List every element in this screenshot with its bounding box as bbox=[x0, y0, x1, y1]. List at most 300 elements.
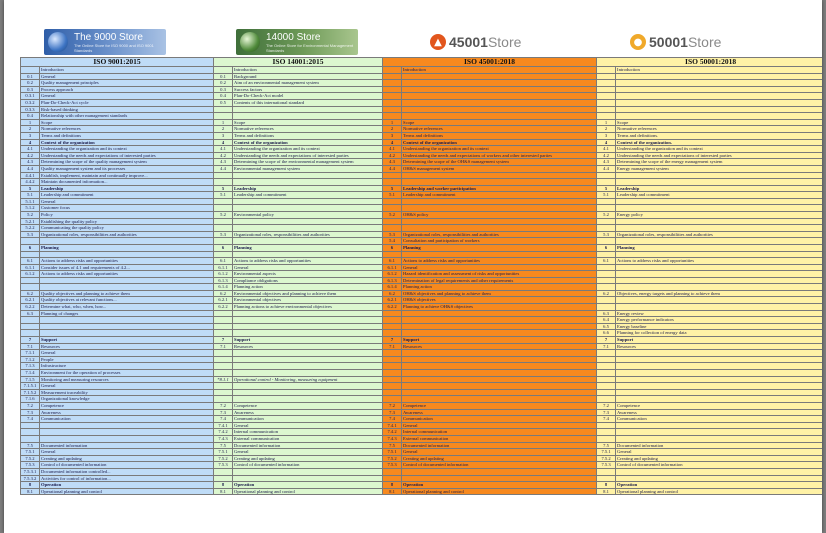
iso14001-clause-cell: 0.1 bbox=[214, 73, 233, 80]
iso45001-clause-cell: 5.3 bbox=[383, 231, 402, 238]
iso45001-clause-cell bbox=[383, 468, 402, 475]
iso9001-clause-cell: 6 bbox=[21, 245, 40, 252]
iso45001-title-cell bbox=[402, 225, 597, 232]
iso9001-title-cell bbox=[40, 323, 214, 330]
iso45001-title-cell: Understanding the needs and expectations of workers and other interested parties bbox=[402, 152, 597, 159]
iso9001-title-cell: Establish, implement, maintain and continually improve... bbox=[40, 172, 214, 179]
iso9001-title-cell: Planning of changes bbox=[40, 310, 214, 317]
iso14001-clause-cell bbox=[214, 198, 233, 205]
iso45001-title-cell: Consultation and participation of workers bbox=[402, 238, 597, 245]
iso45001-title-cell: Planning action bbox=[402, 284, 597, 291]
iso45001-title-cell bbox=[402, 323, 597, 330]
iso9001-title-cell: Consider issues of 4.1 and requirements of 4.2... bbox=[40, 264, 214, 271]
iso14001-clause-cell bbox=[214, 468, 233, 475]
iso50001-title-cell bbox=[616, 225, 822, 232]
table-row bbox=[21, 370, 823, 377]
iso14001-clause-cell bbox=[214, 113, 233, 120]
iso45001-title-cell: Control of documented information bbox=[402, 462, 597, 469]
iso9001-clause-cell bbox=[21, 277, 40, 284]
logo-9000-badge bbox=[44, 29, 166, 55]
iso50001-title-cell: Creating and updating bbox=[616, 455, 822, 462]
iso14001-clause-cell: 0.2 bbox=[214, 80, 233, 87]
iso45001-clause-cell bbox=[383, 225, 402, 232]
table-row bbox=[21, 198, 823, 205]
iso50001-clause-cell: 4.1 bbox=[597, 146, 616, 153]
iso50001-title-cell: Normative references bbox=[616, 126, 822, 133]
iso14001-clause-cell bbox=[214, 310, 233, 317]
iso14001-clause-cell: *8.1.1 bbox=[214, 376, 233, 383]
iso9001-title-cell bbox=[40, 422, 214, 429]
header-row bbox=[21, 58, 823, 67]
iso50001-clause-cell bbox=[597, 422, 616, 429]
iso50001-clause-cell: 5.3 bbox=[597, 231, 616, 238]
iso50001-title-cell: Planning for collection of energy data bbox=[616, 330, 822, 337]
iso9001-title-cell: Creating and updating bbox=[40, 455, 214, 462]
iso50001-title-cell: Introduction bbox=[616, 67, 822, 74]
iso50001-clause-cell: 6.5 bbox=[597, 323, 616, 330]
iso9001-clause-cell: 4.1 bbox=[21, 146, 40, 153]
iso45001-clause-cell: 5.2 bbox=[383, 212, 402, 219]
iso14001-title-cell: Creating and updating bbox=[233, 455, 383, 462]
iso45001-title-cell: Understanding the organization and its context bbox=[402, 146, 597, 153]
iso45001-title-cell: Planning bbox=[402, 245, 597, 252]
table-row bbox=[21, 231, 823, 238]
iso50001-clause-cell: 8.1 bbox=[597, 488, 616, 495]
iso9001-title-cell: Plan-Do-Check-Act cycle bbox=[40, 99, 214, 106]
logo-14000-store[interactable] bbox=[236, 28, 358, 56]
iso14001-title-cell: Environmental aspects bbox=[233, 271, 383, 278]
iso45001-clause-cell bbox=[383, 356, 402, 363]
iso50001-title-cell bbox=[616, 475, 822, 482]
iso9001-clause-cell: 1 bbox=[21, 119, 40, 126]
table-row bbox=[21, 297, 823, 304]
iso14001-title-cell bbox=[233, 363, 383, 370]
iso50001-title-cell: Terms and definitions. bbox=[616, 132, 822, 139]
iso50001-title-cell: Determining the scope of the energy management system bbox=[616, 159, 822, 166]
iso45001-clause-cell: 6.2.2 bbox=[383, 304, 402, 311]
iso9001-clause-cell: 3 bbox=[21, 132, 40, 139]
iso50001-title-cell bbox=[616, 198, 822, 205]
table-row bbox=[21, 337, 823, 344]
iso50001-clause-cell bbox=[597, 468, 616, 475]
iso9001-title-cell: Scope bbox=[40, 119, 214, 126]
table-row bbox=[21, 192, 823, 199]
iso45001-clause-cell bbox=[383, 376, 402, 383]
iso45001-title-cell bbox=[402, 396, 597, 403]
iso50001-clause-cell: 1 bbox=[597, 119, 616, 126]
iso45001-title-cell: Planning to achieve OH&S objectives bbox=[402, 304, 597, 311]
logo-9000-store[interactable] bbox=[44, 28, 166, 56]
iso50001-title-cell bbox=[616, 86, 822, 93]
iso45001-clause-cell: 8 bbox=[383, 482, 402, 489]
iso9001-title-cell: Leadership and commitment bbox=[40, 192, 214, 199]
iso14001-title-cell: Aim of an environmental management system bbox=[233, 80, 383, 87]
iso14001-clause-cell: 5.1 bbox=[214, 192, 233, 199]
iso50001-clause-cell bbox=[597, 67, 616, 74]
iso45001-clause-cell bbox=[383, 350, 402, 357]
iso9001-title-cell bbox=[40, 429, 214, 436]
iso45001-clause-cell: 6.1.3 bbox=[383, 277, 402, 284]
iso50001-title-cell bbox=[616, 304, 822, 311]
iso14001-clause-cell: 4.4 bbox=[214, 165, 233, 172]
iso50001-title-cell bbox=[616, 370, 822, 377]
logo-45001-number: 45001 bbox=[449, 34, 488, 50]
iso50001-title-cell: Resources bbox=[616, 343, 822, 350]
iso9001-clause-cell: 8 bbox=[21, 482, 40, 489]
iso50001-clause-cell: 4.3 bbox=[597, 159, 616, 166]
iso9001-clause-cell: 7.5.3 bbox=[21, 462, 40, 469]
iso14001-clause-cell bbox=[214, 218, 233, 225]
iso50001-clause-cell bbox=[597, 304, 616, 311]
iso50001-clause-cell bbox=[597, 106, 616, 113]
iso50001-clause-cell bbox=[597, 113, 616, 120]
iso45001-title-cell: Scope bbox=[402, 119, 597, 126]
iso45001-title-cell bbox=[402, 376, 597, 383]
iso45001-title-cell bbox=[402, 99, 597, 106]
iso45001-title-cell bbox=[402, 73, 597, 80]
iso50001-clause-cell bbox=[597, 238, 616, 245]
iso50001-clause-cell: 2 bbox=[597, 126, 616, 133]
iso50001-clause-cell bbox=[597, 277, 616, 284]
iso14001-title-cell: Operational planning and control bbox=[233, 488, 383, 495]
table-row bbox=[21, 363, 823, 370]
iso9001-clause-cell: 7 bbox=[21, 337, 40, 344]
iso14001-clause-cell: 6.2 bbox=[214, 290, 233, 297]
iso50001-title-cell bbox=[616, 350, 822, 357]
iso50001-title-cell: Leadership and commitment bbox=[616, 192, 822, 199]
table-row bbox=[21, 402, 823, 409]
iso50001-clause-cell bbox=[597, 198, 616, 205]
iso14001-clause-cell bbox=[214, 225, 233, 232]
iso14001-clause-cell: 8 bbox=[214, 482, 233, 489]
iso50001-title-cell: Energy management system bbox=[616, 165, 822, 172]
iso45001-clause-cell: 7.1 bbox=[383, 343, 402, 350]
iso14001-title-cell: General bbox=[233, 449, 383, 456]
iso9001-title-cell bbox=[40, 277, 214, 284]
table-row bbox=[21, 152, 823, 159]
iso9001-clause-cell: 6.1.2 bbox=[21, 271, 40, 278]
iso14001-clause-cell: 6.1.3 bbox=[214, 277, 233, 284]
iso50001-title-cell bbox=[616, 356, 822, 363]
iso50001-title-cell: Communication bbox=[616, 416, 822, 423]
iso50001-clause-cell bbox=[597, 264, 616, 271]
iso14001-clause-cell bbox=[214, 317, 233, 324]
iso14001-title-cell bbox=[233, 383, 383, 390]
iso50001-title-cell: Planning bbox=[616, 245, 822, 252]
header-iso-45001: ISO 45001:2018 bbox=[383, 58, 597, 67]
iso45001-clause-cell bbox=[383, 363, 402, 370]
iso9001-clause-cell: 6.2.1 bbox=[21, 297, 40, 304]
iso45001-title-cell: External communication bbox=[402, 435, 597, 442]
iso9001-title-cell: General bbox=[40, 93, 214, 100]
iso45001-title-cell: Documented information bbox=[402, 442, 597, 449]
iso50001-clause-cell bbox=[597, 297, 616, 304]
logo-50001-store[interactable] bbox=[630, 28, 721, 56]
iso9001-clause-cell: 5 bbox=[21, 185, 40, 192]
iso50001-clause-cell bbox=[597, 225, 616, 232]
iso9001-clause-cell: 7.1 bbox=[21, 343, 40, 350]
iso14001-clause-cell bbox=[214, 172, 233, 179]
iso9001-clause-cell: 7.5.3.2 bbox=[21, 475, 40, 482]
iso14001-clause-cell: 7.5 bbox=[214, 442, 233, 449]
iso45001-title-cell: Awareness bbox=[402, 409, 597, 416]
header-iso-9001: ISO 9001:2015 bbox=[21, 58, 214, 67]
iso9001-clause-cell: 0.1 bbox=[21, 73, 40, 80]
iso14001-title-cell: Operation bbox=[233, 482, 383, 489]
table-row bbox=[21, 317, 823, 324]
iso14001-title-cell: Plan-Do-Check-Act model bbox=[233, 93, 383, 100]
iso50001-clause-cell bbox=[597, 172, 616, 179]
iso14001-clause-cell: 5 bbox=[214, 185, 233, 192]
iso50001-title-cell bbox=[616, 389, 822, 396]
iso9001-clause-cell bbox=[21, 238, 40, 245]
iso14001-title-cell: Resources bbox=[233, 343, 383, 350]
iso45001-title-cell bbox=[402, 330, 597, 337]
iso9001-title-cell: Resources bbox=[40, 343, 214, 350]
iso45001-clause-cell: 7.4.2 bbox=[383, 429, 402, 436]
iso14001-clause-cell bbox=[214, 389, 233, 396]
iso14001-title-cell bbox=[233, 475, 383, 482]
iso9001-title-cell: Leadership bbox=[40, 185, 214, 192]
iso9001-title-cell bbox=[40, 284, 214, 291]
iso9001-clause-cell: 7.5.2 bbox=[21, 455, 40, 462]
iso45001-title-cell: Creating and updating bbox=[402, 455, 597, 462]
flame-icon: ▲ bbox=[430, 34, 446, 50]
iso9001-clause-cell: 0.4 bbox=[21, 113, 40, 120]
iso45001-clause-cell: 6.1.2 bbox=[383, 271, 402, 278]
iso45001-clause-cell: 6 bbox=[383, 245, 402, 252]
iso45001-clause-cell: 6.1.4 bbox=[383, 284, 402, 291]
table-row bbox=[21, 113, 823, 120]
iso50001-clause-cell bbox=[597, 429, 616, 436]
globe-icon bbox=[48, 32, 68, 52]
table-row bbox=[21, 422, 823, 429]
iso9001-title-cell: Communication bbox=[40, 416, 214, 423]
table-row bbox=[21, 356, 823, 363]
iso45001-title-cell bbox=[402, 172, 597, 179]
iso9001-clause-cell bbox=[21, 317, 40, 324]
iso45001-clause-cell bbox=[383, 73, 402, 80]
table-row bbox=[21, 86, 823, 93]
iso50001-title-cell bbox=[616, 80, 822, 87]
iso50001-title-cell: Documented information bbox=[616, 442, 822, 449]
iso45001-title-cell bbox=[402, 205, 597, 212]
iso50001-clause-cell: 7.2 bbox=[597, 402, 616, 409]
iso14001-clause-cell: 4.2 bbox=[214, 152, 233, 159]
iso9001-clause-cell: 6.2 bbox=[21, 290, 40, 297]
table-row bbox=[21, 218, 823, 225]
iso45001-title-cell bbox=[402, 179, 597, 186]
iso14001-title-cell: Operational control - Monitoring, measuring equipment bbox=[233, 376, 383, 383]
iso45001-title-cell bbox=[402, 310, 597, 317]
iso9001-title-cell bbox=[40, 330, 214, 337]
iso14001-clause-cell: 0.5 bbox=[214, 99, 233, 106]
iso45001-clause-cell bbox=[383, 330, 402, 337]
iso14001-title-cell: Competence bbox=[233, 402, 383, 409]
iso9001-clause-cell: 5.2.1 bbox=[21, 218, 40, 225]
table-row bbox=[21, 468, 823, 475]
iso50001-clause-cell: 5.2 bbox=[597, 212, 616, 219]
iso9001-clause-cell: 4 bbox=[21, 139, 40, 146]
iso50001-clause-cell: 5.1 bbox=[597, 192, 616, 199]
table-row bbox=[21, 396, 823, 403]
iso14001-title-cell: Control of documented information bbox=[233, 462, 383, 469]
iso9001-title-cell: Documented information bbox=[40, 442, 214, 449]
iso45001-clause-cell bbox=[383, 86, 402, 93]
iso45001-title-cell bbox=[402, 356, 597, 363]
iso50001-title-cell: Energy performance indicators bbox=[616, 317, 822, 324]
iso9001-clause-cell: 7.1.5.1 bbox=[21, 383, 40, 390]
iso14001-clause-cell: 3 bbox=[214, 132, 233, 139]
iso45001-clause-cell: 4.4 bbox=[383, 165, 402, 172]
iso45001-title-cell bbox=[402, 106, 597, 113]
iso45001-title-cell bbox=[402, 86, 597, 93]
table-row bbox=[21, 185, 823, 192]
iso14001-clause-cell bbox=[214, 323, 233, 330]
iso50001-title-cell bbox=[616, 429, 822, 436]
iso50001-title-cell bbox=[616, 205, 822, 212]
iso14001-title-cell: Planning action bbox=[233, 284, 383, 291]
iso50001-title-cell: General bbox=[616, 449, 822, 456]
iso14001-title-cell: Environmental policy bbox=[233, 212, 383, 219]
iso50001-title-cell bbox=[616, 422, 822, 429]
iso45001-clause-cell: 5 bbox=[383, 185, 402, 192]
iso9001-title-cell: Competence bbox=[40, 402, 214, 409]
iso45001-clause-cell bbox=[383, 99, 402, 106]
iso45001-clause-cell bbox=[383, 172, 402, 179]
iso50001-clause-cell: 7.3 bbox=[597, 409, 616, 416]
iso14001-title-cell bbox=[233, 317, 383, 324]
iso45001-clause-cell: 7.4.1 bbox=[383, 422, 402, 429]
iso50001-clause-cell bbox=[597, 475, 616, 482]
iso14001-title-cell bbox=[233, 106, 383, 113]
iso14001-clause-cell: 6.1.1 bbox=[214, 264, 233, 271]
iso50001-title-cell: Organizational roles, responsibilities and authorities bbox=[616, 231, 822, 238]
iso50001-title-cell bbox=[616, 99, 822, 106]
iso45001-clause-cell: 7.5 bbox=[383, 442, 402, 449]
iso9001-clause-cell: 7.3 bbox=[21, 409, 40, 416]
logo-45001-store-word: Store bbox=[487, 34, 522, 50]
table-row bbox=[21, 179, 823, 186]
iso14001-clause-cell: 5.2 bbox=[214, 212, 233, 219]
iso9001-clause-cell: 4.3 bbox=[21, 159, 40, 166]
iso14001-clause-cell: 5.3 bbox=[214, 231, 233, 238]
iso9001-clause-cell: 2 bbox=[21, 126, 40, 133]
iso45001-clause-cell: 4.3 bbox=[383, 159, 402, 166]
iso14001-title-cell: Compliance obligations bbox=[233, 277, 383, 284]
iso14001-clause-cell: 6.1 bbox=[214, 257, 233, 264]
logo-50001-store-word: Store bbox=[687, 34, 722, 50]
iso9001-clause-cell bbox=[21, 284, 40, 291]
iso14001-title-cell bbox=[233, 323, 383, 330]
iso50001-clause-cell: 6.4 bbox=[597, 317, 616, 324]
iso45001-title-cell bbox=[402, 350, 597, 357]
iso14001-title-cell bbox=[233, 198, 383, 205]
iso50001-clause-cell bbox=[597, 218, 616, 225]
iso14001-clause-cell bbox=[214, 475, 233, 482]
iso9001-clause-cell: 5.2.2 bbox=[21, 225, 40, 232]
iso50001-title-cell bbox=[616, 435, 822, 442]
iso45001-clause-cell bbox=[383, 106, 402, 113]
iso45001-clause-cell: 4 bbox=[383, 139, 402, 146]
iso50001-title-cell bbox=[616, 179, 822, 186]
iso9001-title-cell: Customer focus bbox=[40, 205, 214, 212]
table-row bbox=[21, 290, 823, 297]
iso50001-title-cell: Scope bbox=[616, 119, 822, 126]
iso45001-clause-cell bbox=[383, 80, 402, 87]
iso9001-title-cell: Introduction bbox=[40, 67, 214, 74]
iso14001-title-cell: Awareness bbox=[233, 409, 383, 416]
iso14001-title-cell bbox=[233, 356, 383, 363]
iso45001-clause-cell: 7 bbox=[383, 337, 402, 344]
iso9001-title-cell: Quality management principles bbox=[40, 80, 214, 87]
iso50001-title-cell bbox=[616, 264, 822, 271]
iso45001-clause-cell bbox=[383, 310, 402, 317]
iso9001-clause-cell: 5.1 bbox=[21, 192, 40, 199]
iso9001-title-cell: Relationship with other management standards bbox=[40, 113, 214, 120]
iso45001-title-cell bbox=[402, 383, 597, 390]
iso50001-clause-cell bbox=[597, 271, 616, 278]
iso50001-clause-cell bbox=[597, 389, 616, 396]
iso45001-title-cell: Normative references bbox=[402, 126, 597, 133]
iso14001-title-cell: Leadership bbox=[233, 185, 383, 192]
logo-45001-store[interactable] bbox=[430, 28, 521, 56]
iso9001-clause-cell: 4.4.1 bbox=[21, 172, 40, 179]
iso50001-title-cell bbox=[616, 113, 822, 120]
iso14001-title-cell: Terms and definitions bbox=[233, 132, 383, 139]
iso9001-title-cell: Activities for control of information... bbox=[40, 475, 214, 482]
document-page bbox=[4, 0, 822, 533]
iso14001-clause-cell bbox=[214, 396, 233, 403]
iso45001-clause-cell bbox=[383, 113, 402, 120]
iso9001-title-cell: General bbox=[40, 350, 214, 357]
iso14001-clause-cell: 7.4.1 bbox=[214, 422, 233, 429]
logo-14000-title: 14000 Store bbox=[266, 31, 321, 43]
iso14001-clause-cell bbox=[214, 350, 233, 357]
iso50001-clause-cell: 6.1 bbox=[597, 257, 616, 264]
table-row bbox=[21, 212, 823, 219]
table-row bbox=[21, 119, 823, 126]
iso14001-title-cell: Success factors bbox=[233, 86, 383, 93]
iso9001-title-cell: Normative references bbox=[40, 126, 214, 133]
iso9001-title-cell: Organizational roles, responsibilities and authorities bbox=[40, 231, 214, 238]
iso14001-clause-cell: 6 bbox=[214, 245, 233, 252]
iso45001-title-cell bbox=[402, 389, 597, 396]
iso45001-clause-cell: 6.1.1 bbox=[383, 264, 402, 271]
table-row bbox=[21, 106, 823, 113]
iso14001-clause-cell: 8.1 bbox=[214, 488, 233, 495]
iso9001-clause-cell: 0.2 bbox=[21, 80, 40, 87]
iso9001-clause-cell: 6.2.2 bbox=[21, 304, 40, 311]
iso9001-title-cell: Understanding the organization and its context bbox=[40, 146, 214, 153]
iso14001-title-cell: Environmental objectives bbox=[233, 297, 383, 304]
iso14001-title-cell bbox=[233, 350, 383, 357]
iso50001-title-cell: Energy review bbox=[616, 310, 822, 317]
iso50001-clause-cell bbox=[597, 396, 616, 403]
table-row bbox=[21, 429, 823, 436]
iso9001-title-cell: Determine what, who, when, how... bbox=[40, 304, 214, 311]
iso45001-clause-cell bbox=[383, 198, 402, 205]
logo-14000-tagline: The Online Store for Environmental Management Standards bbox=[266, 42, 354, 53]
iso45001-title-cell: General bbox=[402, 422, 597, 429]
iso45001-title-cell: Organizational roles, responsibilities and authorities bbox=[402, 231, 597, 238]
iso50001-clause-cell bbox=[597, 435, 616, 442]
iso45001-clause-cell bbox=[383, 323, 402, 330]
iso14001-clause-cell bbox=[214, 356, 233, 363]
iso45001-title-cell: Resources bbox=[402, 343, 597, 350]
iso14001-clause-cell bbox=[214, 67, 233, 74]
iso9001-title-cell bbox=[40, 238, 214, 245]
